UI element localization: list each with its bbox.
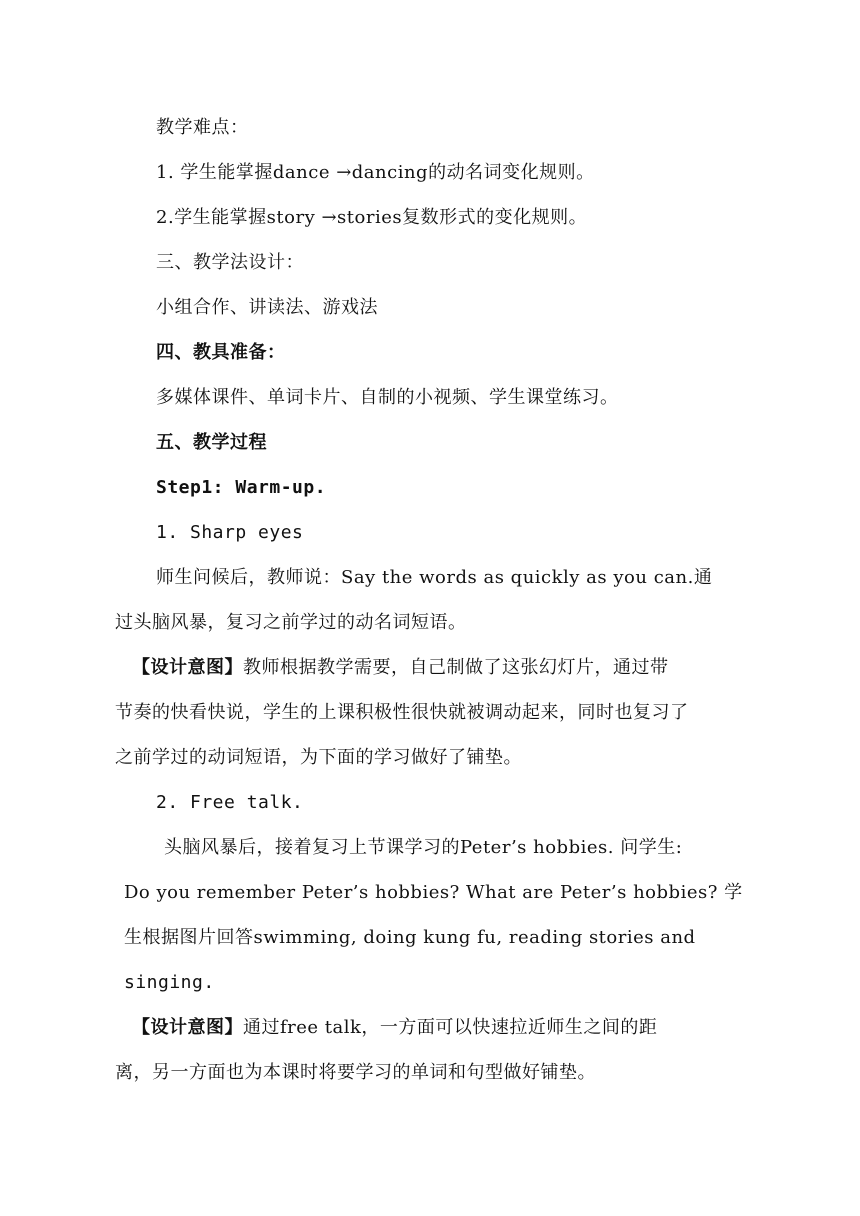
- sharp-eyes-intent-line-1: 教师根据教学需要，自己制做了这张幻灯片，通过带: [243, 657, 669, 678]
- tools-content: 多媒体课件、单词卡片、自制的小视频、学生课堂练习。: [156, 387, 619, 408]
- free-talk-line-1: 头脑风暴后，接着复习上节课学习的Peter’s hobbies. 问学生:: [164, 837, 683, 858]
- sharp-eyes-intent: [132, 656, 669, 680]
- free-talk-intent-line-1: 通过free talk，一方面可以快速拉近师生之间的距: [243, 1017, 658, 1038]
- design-intent-label: 【设计意图】: [132, 657, 243, 678]
- method-content: 小组合作、讲读法、游戏法: [156, 297, 378, 318]
- step1-heading: Step1: Warm-up.: [156, 477, 327, 498]
- tools-heading: 四、教具准备：: [156, 342, 286, 363]
- difficulty-item-2: 2.学生能掌握story →stories复数形式的变化规则。: [156, 207, 588, 228]
- difficulty-heading: 教学难点：: [156, 117, 249, 138]
- free-talk-line-4: singing.: [124, 972, 215, 993]
- sharp-eyes-intent-line-2: 节奏的快看快说，学生的上课积极性很快就被调动起来，同时也复习了: [115, 702, 689, 723]
- sharp-eyes-title: 1. Sharp eyes: [156, 522, 304, 543]
- free-talk-title: 2. Free talk.: [156, 792, 304, 813]
- free-talk-line-3: 生根据图片回答swimming, doing kung fu, reading stories and: [124, 927, 696, 948]
- process-heading: 五、教学过程: [156, 432, 267, 453]
- sharp-eyes-line-1: 师生问候后，教师说：Say the words as quickly as you can.通: [156, 567, 713, 588]
- difficulty-item-1: 1. 学生能掌握dance →dancing的动名词变化规则。: [156, 162, 595, 183]
- sharp-eyes-line-2: 过头脑风暴，复习之前学过的动名词短语。: [115, 612, 467, 633]
- method-heading: 三、教学法设计：: [156, 252, 304, 273]
- free-talk-line-2: Do you remember Peter’s hobbies? What are Peter’s hobbies? 学: [124, 882, 743, 903]
- sharp-eyes-intent-line-3: 之前学过的动词短语，为下面的学习做好了铺垫。: [115, 747, 522, 768]
- free-talk-intent-line-2: 离，另一方面也为本课时将要学习的单词和句型做好铺垫。: [115, 1062, 596, 1083]
- design-intent-label: 【设计意图】: [132, 1017, 243, 1038]
- free-talk-intent: [132, 1016, 657, 1040]
